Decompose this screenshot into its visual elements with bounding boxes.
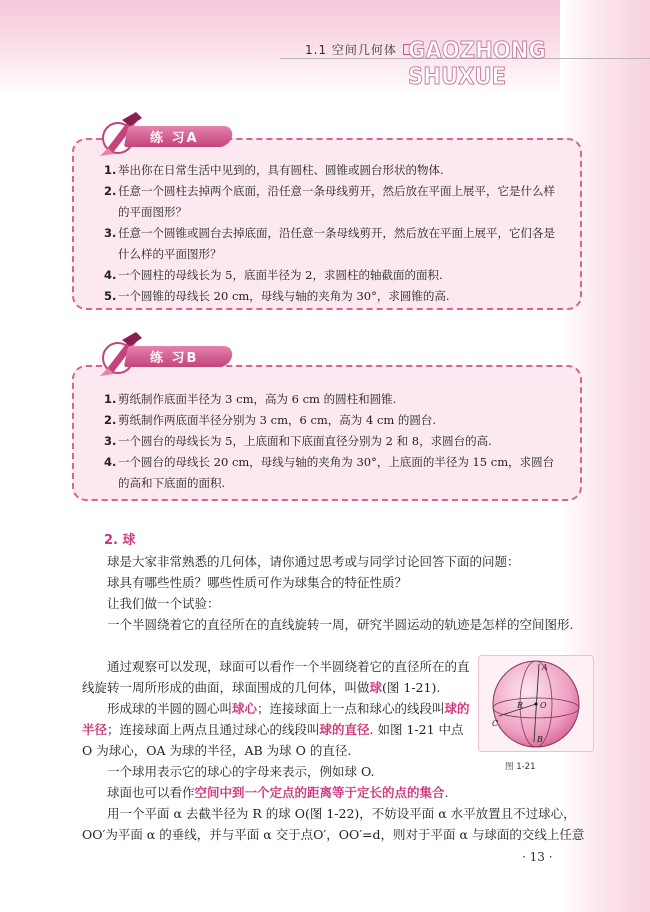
term-set-definition: 空间中到一个定点的距离等于定长的点的集合	[194, 785, 445, 800]
label-c: C	[492, 719, 499, 728]
text-run: 球面也可以看作	[107, 785, 195, 800]
page-number: · 13 ·	[522, 850, 553, 864]
exercise-item	[104, 223, 562, 265]
item-text: 剪纸制作两底面半径分别为 3 cm，6 cm，高为 4 cm 的圆台.	[118, 413, 437, 427]
paragraph: 用一个平面 α 去截半径为 R 的球 O(图 1-22)，不妨设平面 α 水平放置且不过球心，OO′为平面 α 的垂线，并与平面 α 交于点O′，OO′=d，则对于平面 α 与球面的交线上任意	[82, 806, 585, 842]
exercise-item	[104, 410, 562, 431]
paragraph: 球是大家非常熟悉的几何体，请你通过思考或与同学讨论回答下面的问题：	[107, 554, 520, 569]
term-radius: 球的半径	[82, 701, 470, 737]
label-b: B	[537, 735, 543, 744]
exercise-b-label: 练 习B	[150, 351, 199, 366]
term-sphere: 球	[369, 680, 383, 695]
item-text: 剪纸制作底面半径为 3 cm，高为 6 cm 的圆柱和圆锥.	[118, 392, 397, 406]
exercise-a-label: 练 习A	[150, 131, 199, 146]
header-watermark: GAOZHONG SHUXUE	[408, 38, 546, 90]
exercise-item	[104, 265, 562, 286]
sphere-diagram	[479, 656, 593, 751]
paragraph	[82, 698, 474, 761]
item-text: 任意一个圆锥或圆台去掉底面，沿任意一条母线剪开，然后放在平面上展平，它们各是什么样的平面图形？	[118, 226, 555, 261]
exercise-b-list	[104, 389, 562, 494]
exercise-a-box	[72, 138, 582, 310]
exercise-a-list	[104, 160, 562, 307]
exercise-item	[104, 389, 562, 410]
paragraph: 一个球用表示它的球心的字母来表示，例如球 O.	[107, 764, 375, 779]
text-run: ；连接球面上两点且通过球心的线段叫	[107, 722, 320, 737]
item-number: 4.	[104, 268, 117, 282]
section-title: 2. 球	[104, 533, 136, 548]
sphere-figure	[478, 655, 594, 752]
text-run: . 如图 1-21 中点 O 为球心，OA 为球的半径，AB 为球 O 的直径.	[82, 722, 464, 758]
text-run: (图 1-21).	[382, 680, 441, 695]
running-header-text: 1.1 空间几何体	[305, 43, 397, 57]
item-text: 一个圆柱的母线长为 5，底面半径为 2，求圆柱的轴截面的面积.	[118, 268, 443, 282]
item-number: 1.	[104, 392, 117, 406]
paragraph: 一个半圆绕着它的直径所在的直线旋转一周，研究半圆运动的轨迹是怎样的空间图形.	[107, 617, 574, 632]
item-text: 举出你在日常生活中见到的，具有圆柱、圆锥或圆台形状的物体.	[118, 163, 444, 177]
label-a: A	[542, 663, 548, 672]
paragraph	[82, 656, 474, 698]
exercise-a-badge	[92, 110, 242, 160]
label-o: O	[540, 701, 547, 710]
item-text: 一个圆台的母线长为 5，上底面和下底面直径分别为 2 和 8，求圆台的高.	[118, 434, 492, 448]
item-number: 3.	[104, 434, 117, 448]
item-number: 3.	[104, 226, 117, 240]
running-header	[305, 41, 414, 58]
label-r: R	[517, 701, 524, 710]
exercise-b-badge	[92, 330, 242, 380]
exercise-item	[104, 431, 562, 452]
exercise-item	[104, 286, 562, 307]
exercise-item	[104, 452, 562, 494]
term-diameter: 球的直径	[319, 722, 370, 737]
exercise-b-box	[72, 365, 582, 501]
paragraph: 让我们做一个试验：	[107, 596, 220, 611]
paragraph	[82, 782, 592, 803]
item-text: 一个圆锥的母线长 20 cm，母线与轴的夹角为 30°，求圆锥的高.	[118, 289, 450, 303]
item-number: 2.	[104, 413, 117, 427]
text-run: 形成球的半圆的圆心叫	[107, 701, 233, 716]
item-number: 1.	[104, 163, 117, 177]
item-number: 2.	[104, 184, 117, 198]
item-text: 任意一个圆柱去掉两个底面，沿任意一条母线剪开，然后放在平面上展平，它是什么样的平面图形？	[118, 184, 555, 219]
exercise-item	[104, 160, 562, 181]
exercise-item	[104, 181, 562, 223]
text-run: .	[444, 785, 449, 800]
text-run: ；连接球面上一点和球心的线段叫	[257, 701, 445, 716]
text-run: 通过观察可以发现，球面可以看作一个半圆绕着它的直径所在的直线旋转一周所形成的曲面，球面围成的几何体，叫做	[82, 659, 470, 695]
figure-caption: 图 1-21	[505, 762, 536, 772]
term-center: 球心	[232, 701, 258, 716]
item-text: 一个圆台的母线长 20 cm，母线与轴的夹角为 30°，上底面的半径为 15 cm，求圆台的高和下底面的面积.	[118, 455, 555, 490]
paragraph: 球具有哪些性质？哪些性质可作为球集合的特征性质？	[107, 575, 408, 590]
item-number: 4.	[104, 455, 117, 469]
item-number: 5.	[104, 289, 117, 303]
